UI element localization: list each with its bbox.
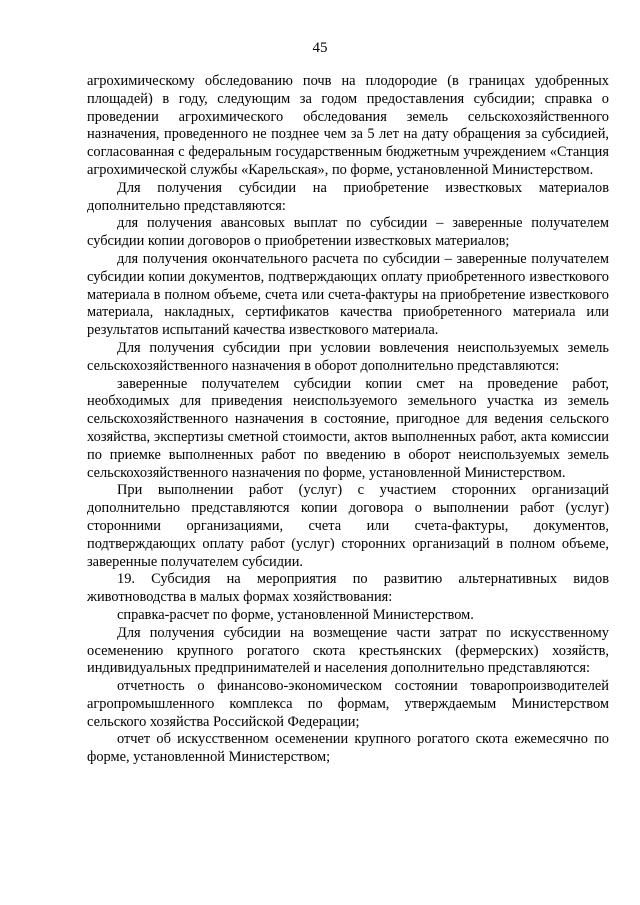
paragraph-work-estimates: заверенные получателем субсидии копии смет на проведение работ, необходимых для приведения неиспользуемого земельного участка из земель сельскохозяйственного назначения в состояние, пригодное для ведения сельского хозяйства, экспертизы сметной стоимости, актов выполненных работ, акта комиссии по приемке выполненных работ по введению в оборот неиспользуемых земель сельскохозяйственного назначения по форме, установленной Министерством. xyxy=(87,375,609,481)
paragraph-advance-payments: для получения авансовых выплат по субсидии – заверенные получателем субсидии копии договоров о приобретении известковых материалов; xyxy=(87,215,609,250)
paragraph-item-19-heading: 19. Субсидия на мероприятия по развитию альтернативных видов животноводства в малых формах хозяйствования: xyxy=(87,571,609,606)
paragraph-final-settlement: для получения окончательного расчета по субсидии – заверенные получателем субсидии копии документов, подтверждающих оплату приобретенного известкового материала в полном объеме, счета или счета-фактуры на приобретение известкового материала, накладных, сертификатов качества приобретенного материала или результатов испытаний качества известкового материала. xyxy=(87,250,609,339)
paragraph-insemination-report: отчет об искусственном осеменении крупного рогатого скота ежемесячно по форме, установленной Министерством; xyxy=(87,731,609,766)
paragraph-calculation-form: справка-расчет по форме, установленной Министерством. xyxy=(117,606,474,623)
page-number: 45 xyxy=(312,40,328,56)
paragraph-soil-survey-continuation: агрохимическому обследованию почв на плодородие (в границах удобренных площадей) в году, следующим за годом предоставления субсидии; справка о проведении агрохимического обследования земель сельскохозяйственного назначения, проведенного не позднее чем за 5 лет на дату обращения за субсидией, согласованная с федеральным государственным бюджетным учреждением «Станция агрохимической службы «Карельская», по форме, установленной Министерством. xyxy=(87,73,609,178)
paragraph-financial-reporting: отчетность о финансово-экономическом состоянии товаропроизводителей агропромышленного комплекса по формам, утверждаемым Министерством сельского хозяйства Российской Федерации; xyxy=(87,678,609,730)
document-body xyxy=(87,73,609,767)
paragraph-third-party-works: При выполнении работ (услуг) с участием сторонних организаций дополнительно представляются копии договора о выполнении работ (услуг) сторонними организациями, счета или счета-фактуры, документов, подтверждающих оплату работ (услуг) сторонних организаций в полном объеме, заверенные получателем субсидии. xyxy=(87,482,609,570)
paragraph-unused-land-intro: Для получения субсидии при условии вовлечения неиспользуемых земель сельскохозяйственного назначения в оборот дополнительно представляются: xyxy=(87,339,609,374)
paragraph-lime-materials-intro: Для получения субсидии на приобретение известковых материалов дополнительно представляются: xyxy=(87,179,609,214)
paragraph-insemination-intro: Для получения субсидии на возмещение части затрат по искусственному осеменению крупного рогатого скота крестьянских (фермерских) хозяйств, индивидуальных предпринимателей и населения дополнительно представляются: xyxy=(87,624,609,677)
